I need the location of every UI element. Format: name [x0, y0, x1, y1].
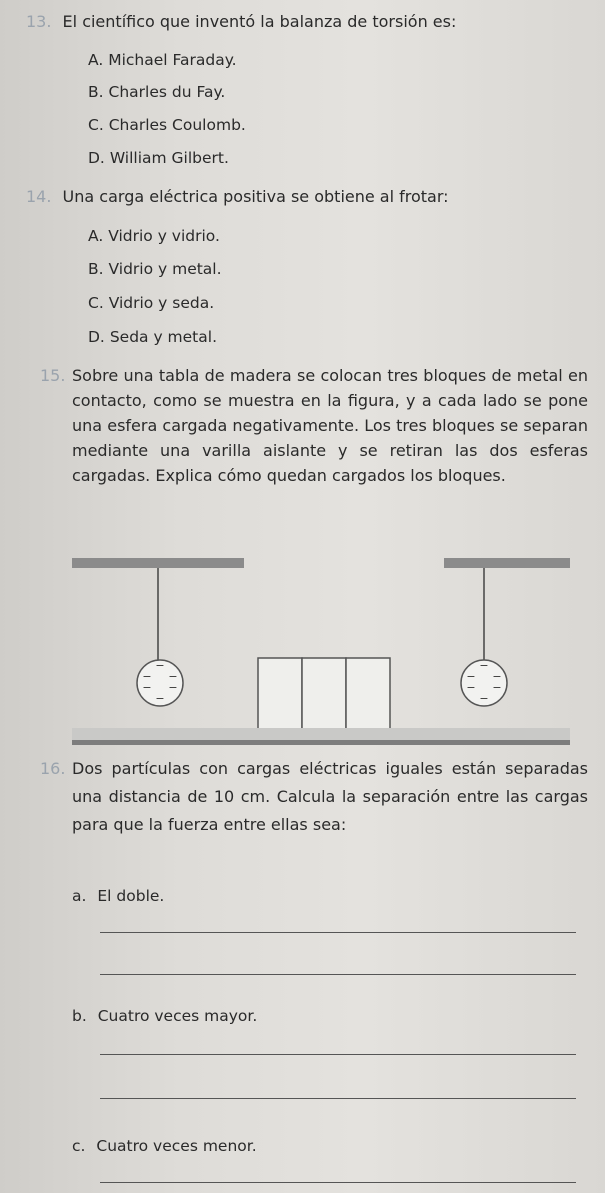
wooden-board	[72, 728, 570, 740]
option-letter: A.	[88, 51, 104, 69]
charge-sign: −	[466, 670, 476, 683]
metal-block-3	[346, 658, 390, 734]
charge-sign: −	[155, 692, 165, 705]
q16-part-a	[72, 886, 164, 906]
left-support-bar	[72, 558, 244, 568]
right-charged-sphere	[461, 659, 507, 706]
option-letter: D.	[88, 328, 105, 346]
option-text: Vidrio y vidrio.	[108, 227, 220, 245]
charge-sign: −	[492, 670, 502, 683]
option-letter: C.	[88, 116, 104, 134]
question-15-number: 15.	[40, 366, 66, 385]
option-text: Charles Coulomb.	[108, 116, 246, 134]
answer-line[interactable]	[100, 974, 576, 975]
option-letter: B.	[88, 83, 104, 101]
charge-sign: −	[142, 670, 152, 683]
q14-option-b	[88, 259, 222, 279]
charge-sign: −	[142, 681, 152, 694]
q13-option-a	[88, 50, 237, 70]
question-13-heading	[26, 12, 456, 32]
part-text: El doble.	[97, 887, 165, 905]
charge-sign: −	[168, 670, 178, 683]
answer-line[interactable]	[100, 1182, 576, 1183]
question-text: El científico que inventó la balanza de torsión es:	[62, 12, 457, 31]
charge-sign: −	[479, 692, 489, 705]
answer-line[interactable]	[100, 932, 576, 933]
left-charged-sphere	[137, 659, 183, 706]
option-text: Vidrio y seda.	[108, 294, 215, 312]
answer-line[interactable]	[100, 1098, 576, 1099]
q14-option-c	[88, 293, 214, 313]
board-edge	[72, 740, 570, 745]
question-number: 14.	[26, 187, 52, 206]
part-text: Cuatro veces menor.	[96, 1137, 257, 1155]
question-text: Una carga eléctrica positiva se obtiene al frotar:	[62, 187, 449, 206]
option-text: William Gilbert.	[109, 149, 229, 167]
charge-sign: −	[168, 681, 178, 694]
q16-part-b	[72, 1006, 257, 1026]
metal-blocks	[258, 658, 390, 734]
q14-option-d	[88, 327, 217, 347]
option-text: Seda y metal.	[109, 328, 217, 346]
charge-sign: −	[492, 681, 502, 694]
charge-sign: −	[466, 681, 476, 694]
part-text: Cuatro veces mayor.	[97, 1007, 258, 1025]
charge-sign: −	[479, 659, 489, 672]
option-letter: C.	[88, 294, 104, 312]
option-letter: D.	[88, 149, 105, 167]
metal-blocks-figure	[0, 550, 605, 755]
part-letter: c.	[72, 1137, 86, 1155]
option-letter: A.	[88, 227, 104, 245]
q13-option-b	[88, 82, 225, 102]
question-15-text: Sobre una tabla de madera se colocan tres bloques de metal en contacto, como se muestra en la figura, y a cada lado se pone una esfera cargada negativamente. Los tres bloques se separan mediante una varilla aislante y se retiran las dos esferas cargadas. Explica cómo quedan cargados los bloques.	[72, 366, 588, 485]
metal-block-1	[258, 658, 302, 734]
part-letter: a.	[72, 887, 87, 905]
q16-part-c	[72, 1136, 257, 1156]
right-support-bar	[444, 558, 570, 568]
charge-sign: −	[155, 659, 165, 672]
answer-line[interactable]	[100, 1054, 576, 1055]
option-text: Michael Faraday.	[108, 51, 237, 69]
question-16-number: 16.	[40, 759, 66, 778]
question-number: 13.	[26, 12, 52, 31]
option-letter: B.	[88, 260, 104, 278]
option-text: Vidrio y metal.	[108, 260, 222, 278]
metal-block-2	[302, 658, 346, 734]
part-letter: b.	[72, 1007, 87, 1025]
q13-option-c	[88, 115, 246, 135]
question-16-text: Dos partículas con cargas eléctricas iguales están separadas una distancia de 10 cm. Calcula la separación entre las cargas para que la fuerza entre ellas sea:	[72, 759, 588, 834]
q14-option-a	[88, 226, 220, 246]
option-text: Charles du Fay.	[108, 83, 226, 101]
q13-option-d	[88, 148, 229, 168]
question-14-heading	[26, 187, 449, 207]
